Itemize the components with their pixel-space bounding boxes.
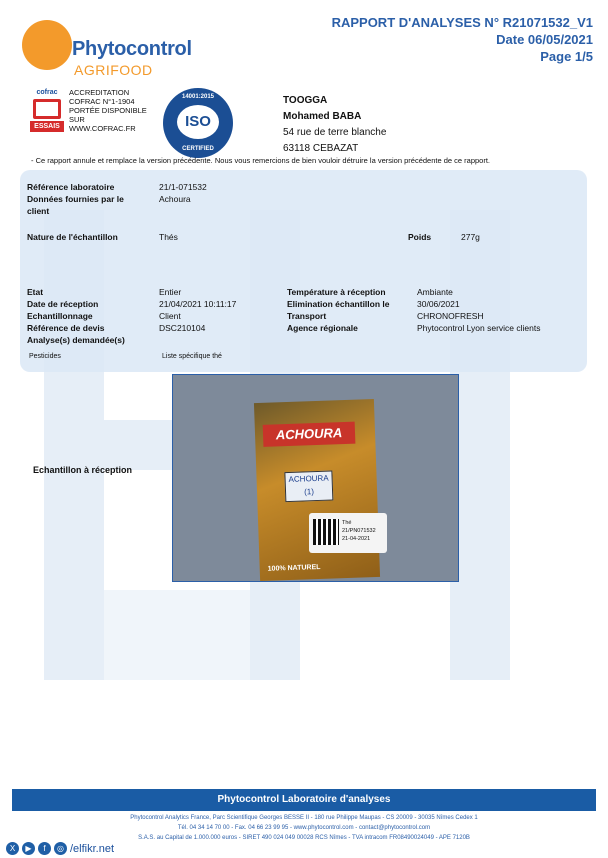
report-page: Page 1/5 bbox=[540, 49, 593, 64]
client-company: TOOGGA bbox=[283, 95, 328, 106]
sample-sticker bbox=[309, 513, 387, 553]
agency-label: Agence régionale bbox=[287, 323, 358, 333]
transport-value: CHRONOFRESH bbox=[417, 311, 484, 321]
sample-photo-label: Echantillon à réception bbox=[33, 465, 133, 475]
sampling-value: Client bbox=[159, 311, 181, 321]
nature-value: Thés bbox=[159, 232, 178, 242]
client-street: 54 rue de terre blanche bbox=[283, 127, 387, 138]
facebook-icon[interactable]: f bbox=[38, 842, 51, 855]
temperature-label: Température à réception bbox=[287, 287, 386, 297]
pack-tagline: 100% NATUREL bbox=[267, 563, 321, 573]
youtube-icon[interactable]: ▶ bbox=[22, 842, 35, 855]
iso-certified-badge-icon: 14001:2015 ISO CERTIFIED bbox=[163, 88, 233, 158]
elimination-label: Elimination échantillon le bbox=[287, 299, 390, 309]
client-data-value: Achoura bbox=[159, 194, 191, 204]
temperature-value: Ambiante bbox=[417, 287, 453, 297]
analysis-list: Liste spécifique thé bbox=[162, 353, 222, 360]
tea-package-image bbox=[254, 399, 380, 581]
phytocontrol-logo-icon bbox=[22, 20, 72, 70]
reception-date-label: Date de réception bbox=[27, 299, 99, 309]
analysis-item: Pesticides bbox=[29, 353, 61, 360]
instagram-icon[interactable]: ◎ bbox=[54, 842, 67, 855]
social-links bbox=[6, 842, 114, 855]
sticker-text: Thé 21/PN071532 21-04-2021 bbox=[342, 520, 376, 542]
qr-code-icon bbox=[313, 519, 339, 545]
pack-handwritten-label: ACHOURA (1) bbox=[284, 470, 333, 502]
nature-label: Nature de l'échantillon bbox=[27, 232, 118, 242]
sampling-label: Echantillonnage bbox=[27, 311, 93, 321]
quote-ref-value: DSC210104 bbox=[159, 323, 206, 333]
brand-subtitle: AGRIFOOD bbox=[74, 62, 153, 78]
social-handle[interactable]: /elfikr.net bbox=[70, 842, 115, 855]
client-city: 63118 CEBAZAT bbox=[283, 143, 359, 154]
client-name: Mohamed BABA bbox=[283, 111, 362, 122]
footer-banner: Phytocontrol Laboratoire d'analyses bbox=[12, 789, 596, 811]
brand-name: Phytocontrol bbox=[72, 38, 192, 60]
accreditation-text: ACCREDITATION COFRAC N°1-1904 PORTÉE DISPONIBLE SUR WWW.COFRAC.FR bbox=[69, 88, 147, 133]
elimination-value: 30/06/2021 bbox=[417, 299, 460, 309]
state-label: Etat bbox=[27, 287, 44, 297]
report-header bbox=[332, 14, 593, 65]
cofrac-shape-icon bbox=[33, 99, 61, 119]
watermark-lower-block bbox=[104, 590, 250, 680]
transport-label: Transport bbox=[287, 311, 327, 321]
report-number: RAPPORT D'ANALYSES N° R21071532_V1 bbox=[331, 15, 593, 30]
x-icon[interactable]: X bbox=[6, 842, 19, 855]
weight-value: 277g bbox=[461, 232, 480, 242]
pack-brand: ACHOURA bbox=[263, 422, 356, 447]
reception-date-value: 21/04/2021 10:11:17 bbox=[159, 299, 237, 309]
client-data-label: Données fournies par le client bbox=[27, 194, 124, 216]
state-value: Entier bbox=[159, 287, 182, 297]
analyses-label: Analyse(s) demandée(s) bbox=[27, 335, 125, 345]
weight-label: Poids bbox=[408, 232, 432, 242]
client-address-block bbox=[283, 93, 386, 157]
footer-legal: Phytocontrol Analytics France, Parc Scientifique Georges BESSE II - 180 rue Philippe Maupas - CS 20009 - 30035 Nîmes Cedex 1 Tél. 04 34 14 70 00 - Fax. 04 66 23 99 95 - www.phytocontrol.com - contact@phytocontrol.com S.A.S. au Capital de 1.000.000 euros - SIRET 490 024 049 00028 RCS Nîmes - TVA intracom FR08490024049 - APE 7120B bbox=[130, 815, 478, 841]
cofrac-logo: cofrac ESSAIS bbox=[30, 88, 64, 132]
lab-ref-label: Référence laboratoire bbox=[27, 182, 115, 192]
replacement-notice: - Ce rapport annule et remplace la version précédente. Nous vous remercions de bien vouloir détruire la version précédente de ce rapport. bbox=[31, 156, 491, 165]
quote-ref-label: Référence de devis bbox=[27, 323, 105, 333]
sample-photo bbox=[172, 374, 459, 582]
agency-value: Phytocontrol Lyon service clients bbox=[417, 323, 541, 333]
report-date: Date 06/05/2021 bbox=[496, 32, 593, 47]
lab-ref-value: 21/1-071532 bbox=[159, 182, 207, 192]
